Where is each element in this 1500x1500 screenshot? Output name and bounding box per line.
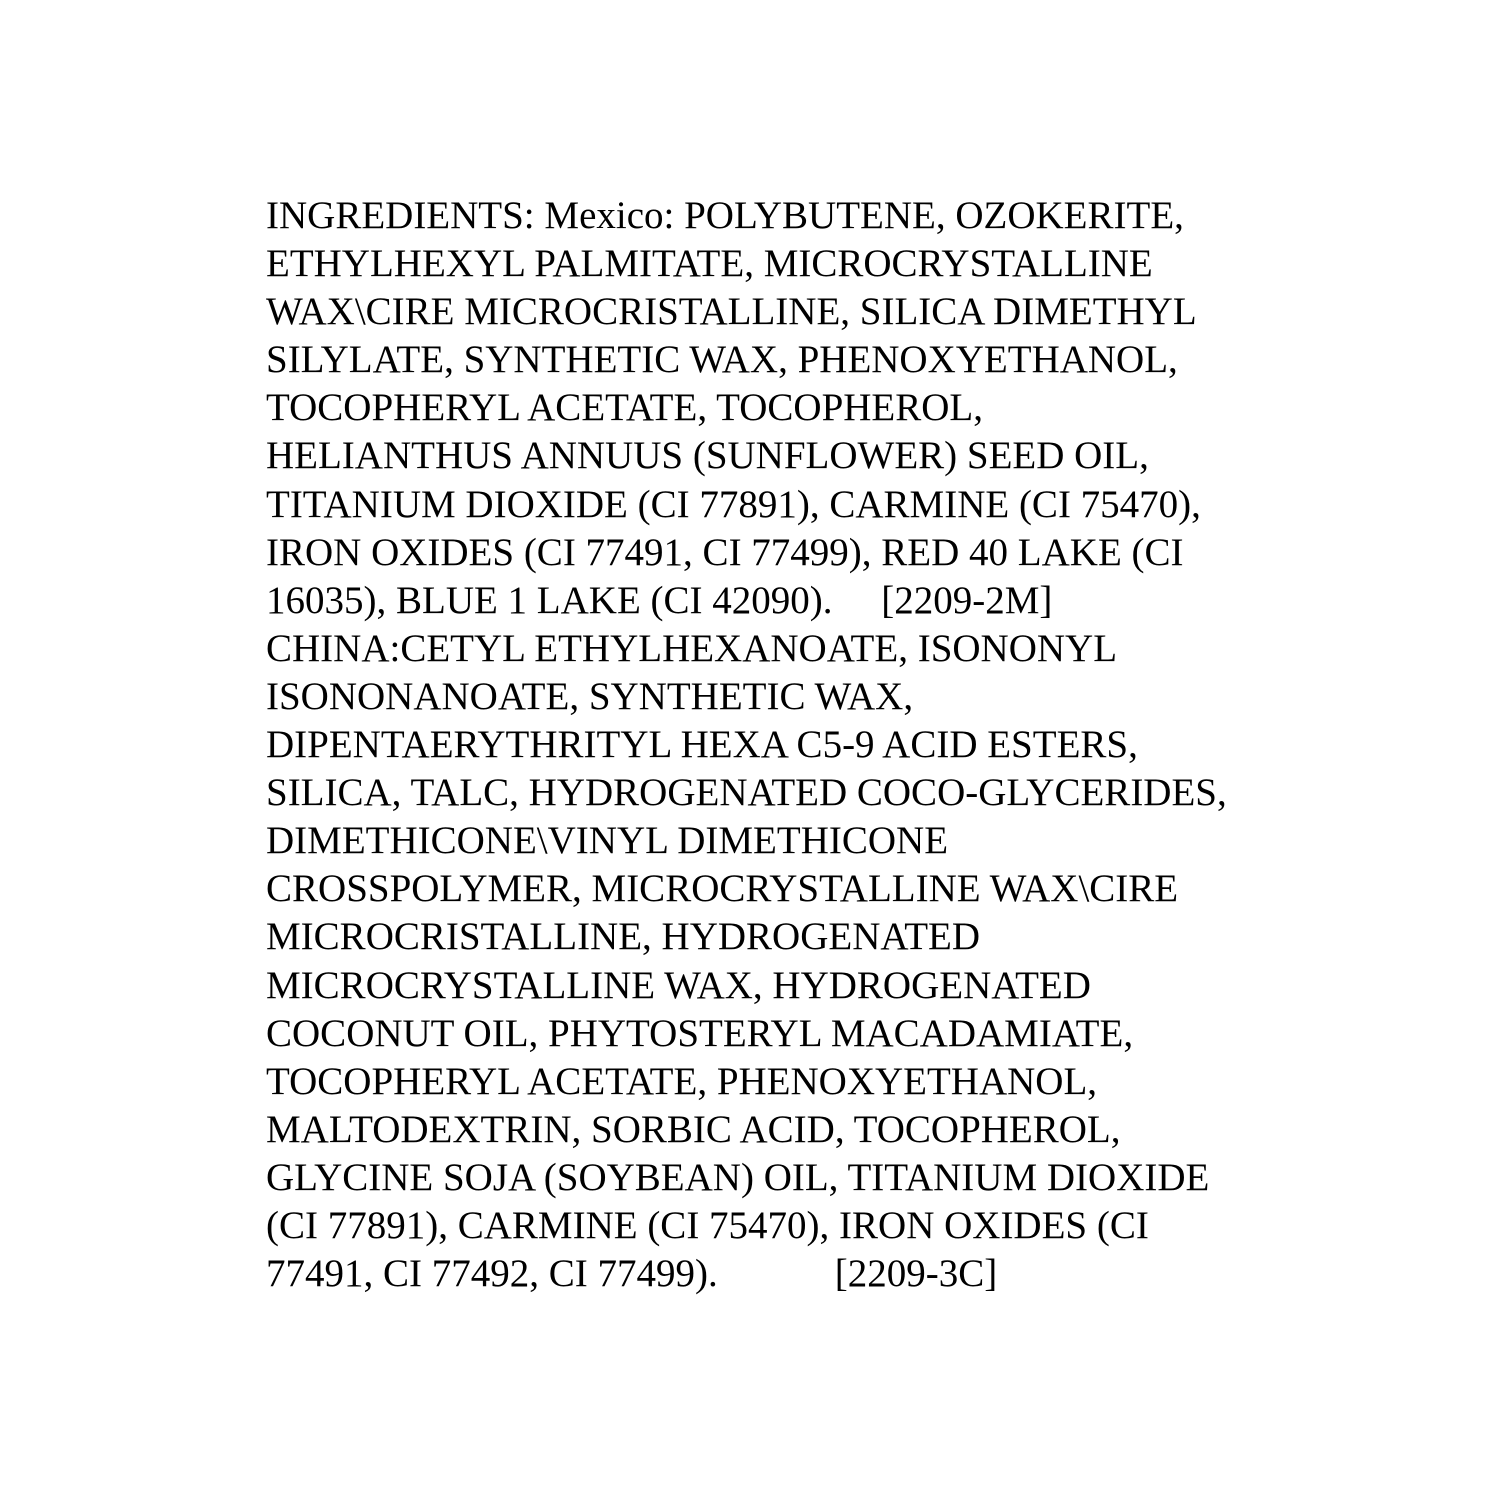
text-line: 16035), BLUE 1 LAKE (CI 42090). [2209-2M]	[266, 578, 1053, 622]
text-line: ETHYLHEXYL PALMITATE, MICROCRYSTALLINE	[266, 242, 1153, 286]
text-line: COCONUT OIL, PHYTOSTERYL MACADAMIATE,	[266, 1011, 1134, 1055]
text-line: GLYCINE SOJA (SOYBEAN) OIL, TITANIUM DIOXIDE	[266, 1155, 1210, 1199]
text-line: DIMETHICONE\VINYL DIMETHICONE	[266, 819, 949, 863]
text-line: MICROCRISTALLINE, HYDROGENATED	[266, 915, 981, 959]
text-line: (CI 77891), CARMINE (CI 75470), IRON OXIDES (CI	[266, 1203, 1149, 1247]
ingredients-text-block	[266, 192, 1296, 1298]
text-line: IRON OXIDES (CI 77491, CI 77499), RED 40 LAKE (CI	[266, 530, 1184, 574]
text-line: CROSSPOLYMER, MICROCRYSTALLINE WAX\CIRE	[266, 867, 1179, 911]
text-line: TITANIUM DIOXIDE (CI 77891), CARMINE (CI 75470),	[266, 482, 1201, 526]
text-line: 77491, CI 77492, CI 77499). [2209-3C]	[266, 1252, 998, 1296]
text-line: MALTODEXTRIN, SORBIC ACID, TOCOPHEROL,	[266, 1107, 1121, 1151]
text-line: TOCOPHERYL ACETATE, TOCOPHEROL,	[266, 386, 984, 430]
text-line: WAX\CIRE MICROCRISTALLINE, SILICA DIMETHYL	[266, 290, 1197, 334]
text-line: DIPENTAERYTHRITYL HEXA C5-9 ACID ESTERS,	[266, 723, 1138, 767]
text-line: TOCOPHERYL ACETATE, PHENOXYETHANOL,	[266, 1059, 1098, 1103]
text-line: ISONONANOATE, SYNTHETIC WAX,	[266, 674, 914, 718]
text-line: MICROCRYSTALLINE WAX, HYDROGENATED	[266, 963, 1091, 1007]
text-line: SILYLATE, SYNTHETIC WAX, PHENOXYETHANOL,	[266, 338, 1178, 382]
text-line: CHINA:CETYL ETHYLHEXANOATE, ISONONYL	[266, 626, 1118, 670]
text-line: INGREDIENTS: Mexico: POLYBUTENE, OZOKERITE,	[266, 194, 1184, 237]
text-line: SILICA, TALC, HYDROGENATED COCO-GLYCERIDES,	[266, 771, 1227, 815]
text-line: HELIANTHUS ANNUUS (SUNFLOWER) SEED OIL,	[266, 434, 1149, 478]
